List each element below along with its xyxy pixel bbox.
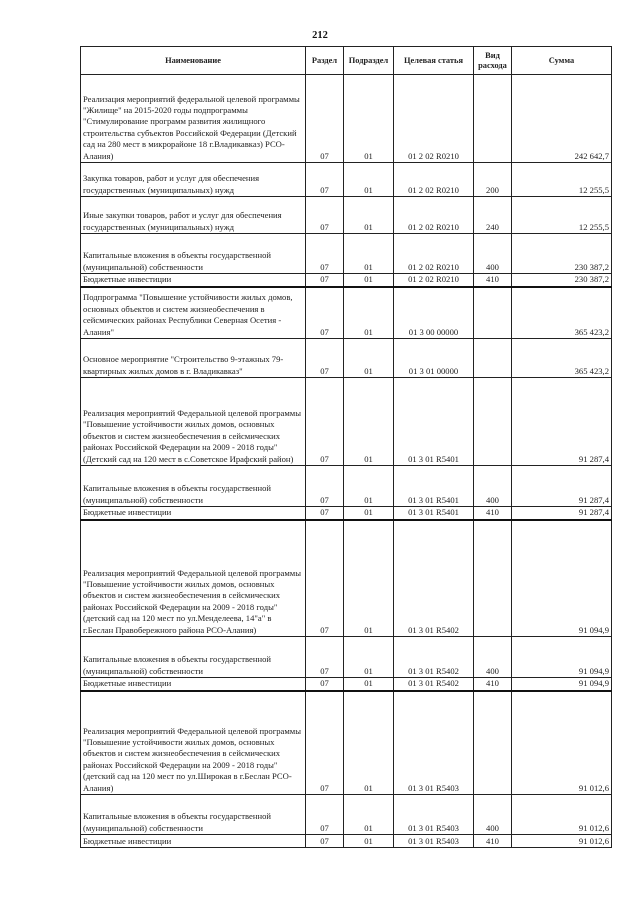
row-subsection: 01 (344, 637, 394, 678)
header-section: Раздел (306, 47, 344, 75)
row-subsection: 01 (344, 678, 394, 691)
row-amount: 91 012,6 (512, 691, 612, 795)
row-amount: 242 642,7 (512, 75, 612, 163)
table-row (81, 835, 612, 848)
table-row (81, 287, 612, 339)
row-name: Бюджетные инвестиции (81, 835, 306, 848)
page-number: 212 (312, 30, 328, 41)
row-subsection: 01 (344, 466, 394, 507)
row-name: Закупка товаров, работ и услуг для обеспечения государственных (муниципальных) нужд (81, 163, 306, 197)
row-amount: 91 094,9 (512, 637, 612, 678)
row-subsection: 01 (344, 339, 394, 378)
row-name: Бюджетные инвестиции (81, 678, 306, 691)
row-subsection: 01 (344, 274, 394, 287)
row-target: 01 3 00 00000 (394, 287, 474, 339)
row-section: 07 (306, 274, 344, 287)
row-target: 01 2 02 R0210 (394, 274, 474, 287)
header-amount: Сумма (512, 47, 612, 75)
header-target: Целевая статья (394, 47, 474, 75)
row-amount: 91 094,9 (512, 678, 612, 691)
header-subsection: Подраздел (344, 47, 394, 75)
table-row (81, 466, 612, 507)
row-target: 01 3 01 R5403 (394, 795, 474, 835)
row-subsection: 01 (344, 507, 394, 520)
row-section: 07 (306, 637, 344, 678)
row-expense-type: 410 (474, 835, 512, 848)
row-subsection: 01 (344, 795, 394, 835)
table-row (81, 507, 612, 520)
row-target: 01 3 01 R5403 (394, 691, 474, 795)
row-target: 01 3 01 R5403 (394, 835, 474, 848)
row-name: Реализация мероприятий Федеральной целевой программы "Повышение устойчивости жилых домов, основных объектов и систем жизнеобеспечения в сейсмических районах Российской Федерации на 2009 - 2018 годы" (Детский сад на 120 мест в с.Советское Ирафский район) (81, 378, 306, 466)
row-subsection: 01 (344, 287, 394, 339)
table-row (81, 378, 612, 466)
row-section: 07 (306, 197, 344, 234)
table-row (81, 75, 612, 163)
row-name: Капитальные вложения в объекты государственной (муниципальной) собственности (81, 795, 306, 835)
row-name: Реализация мероприятий федеральной целевой программы "Жилище" на 2015-2020 годы подпрограммы "Стимулирование программ развития жилищного строительства субъектов Российской Федерации (Детский сад на 280 мест в микрорайоне 18 г.Владикавказ) РСО-Алания) (81, 75, 306, 163)
row-name: Основное мероприятие "Строительство 9-этажных 79-квартирных жилых домов в г. Владикавказ" (81, 339, 306, 378)
table-row (81, 795, 612, 835)
row-expense-type: 200 (474, 163, 512, 197)
row-expense-type: 400 (474, 234, 512, 274)
row-amount: 12 255,5 (512, 197, 612, 234)
row-amount: 230 387,2 (512, 274, 612, 287)
budget-table (80, 46, 612, 848)
row-expense-type: 410 (474, 274, 512, 287)
row-expense-type (474, 691, 512, 795)
row-section: 07 (306, 507, 344, 520)
row-name: Бюджетные инвестиции (81, 507, 306, 520)
row-name: Реализация мероприятий Федеральной целевой программы "Повышение устойчивости жилых домов, основных объектов и систем жизнеобеспечения в сейсмических районах Российской Федерации на 2009 - 2018 годы" (детский сад на 120 мест по ул.Широкая в г.Беслан РСО-Алания) (81, 691, 306, 795)
row-amount: 91 287,4 (512, 507, 612, 520)
table-row (81, 274, 612, 287)
row-target: 01 3 01 R5402 (394, 678, 474, 691)
row-section: 07 (306, 466, 344, 507)
row-target: 01 3 01 R5401 (394, 378, 474, 466)
row-section: 07 (306, 163, 344, 197)
table-header-row (81, 47, 612, 75)
row-expense-type (474, 75, 512, 163)
table-row (81, 197, 612, 234)
row-subsection: 01 (344, 691, 394, 795)
row-target: 01 2 02 R0210 (394, 163, 474, 197)
row-name: Капитальные вложения в объекты государственной (муниципальной) собственности (81, 637, 306, 678)
row-expense-type: 400 (474, 637, 512, 678)
row-amount: 91 287,4 (512, 466, 612, 507)
table-row (81, 520, 612, 637)
row-target: 01 3 01 R5402 (394, 520, 474, 637)
row-name: Реализация мероприятий Федеральной целевой программы "Повышение устойчивости жилых домов, основных объектов и систем жизнеобеспечения в сейсмических районах Российской Федерации на 2009 - 2018 годы" (детский сад на 120 мест по ул.Менделеева, 14"а" в г.Беслан Правобережного района РСО-Алания) (81, 520, 306, 637)
row-subsection: 01 (344, 197, 394, 234)
row-amount: 91 012,6 (512, 795, 612, 835)
row-target: 01 2 02 R0210 (394, 234, 474, 274)
table-row (81, 691, 612, 795)
row-amount: 91 287,4 (512, 378, 612, 466)
row-expense-type: 240 (474, 197, 512, 234)
row-name: Подпрограмма "Повышение устойчивости жилых домов, основных объектов и систем жизнеобеспечения в сейсмических районах Республики Северная Осетия - Алания" (81, 287, 306, 339)
row-section: 07 (306, 339, 344, 378)
row-section: 07 (306, 520, 344, 637)
row-target: 01 3 01 R5401 (394, 507, 474, 520)
row-expense-type (474, 287, 512, 339)
row-expense-type (474, 378, 512, 466)
row-target: 01 2 02 R0210 (394, 197, 474, 234)
row-expense-type (474, 339, 512, 378)
table-row (81, 678, 612, 691)
table-row (81, 339, 612, 378)
row-section: 07 (306, 234, 344, 274)
row-amount: 365 423,2 (512, 339, 612, 378)
row-section: 07 (306, 678, 344, 691)
row-subsection: 01 (344, 163, 394, 197)
row-subsection: 01 (344, 234, 394, 274)
table-row (81, 234, 612, 274)
table-row (81, 637, 612, 678)
row-subsection: 01 (344, 75, 394, 163)
row-name: Капитальные вложения в объекты государственной (муниципальной) собственности (81, 466, 306, 507)
row-expense-type: 410 (474, 507, 512, 520)
row-target: 01 3 01 R5401 (394, 466, 474, 507)
row-amount: 230 387,2 (512, 234, 612, 274)
row-amount: 91 012,6 (512, 835, 612, 848)
row-section: 07 (306, 75, 344, 163)
row-target: 01 2 02 R0210 (394, 75, 474, 163)
row-amount: 12 255,5 (512, 163, 612, 197)
row-section: 07 (306, 287, 344, 339)
row-section: 07 (306, 795, 344, 835)
row-section: 07 (306, 835, 344, 848)
row-expense-type (474, 520, 512, 637)
row-subsection: 01 (344, 835, 394, 848)
row-name: Капитальные вложения в объекты государственной (муниципальной) собственности (81, 234, 306, 274)
row-name: Иные закупки товаров, работ и услуг для обеспечения государственных (муниципальных) нужд (81, 197, 306, 234)
row-subsection: 01 (344, 378, 394, 466)
row-name: Бюджетные инвестиции (81, 274, 306, 287)
row-subsection: 01 (344, 520, 394, 637)
row-expense-type: 400 (474, 466, 512, 507)
header-name: Наименование (81, 47, 306, 75)
row-section: 07 (306, 378, 344, 466)
row-expense-type: 410 (474, 678, 512, 691)
row-target: 01 3 01 R5402 (394, 637, 474, 678)
header-expense-type: Вид расхода (474, 47, 512, 75)
row-expense-type: 400 (474, 795, 512, 835)
row-target: 01 3 01 00000 (394, 339, 474, 378)
table-row (81, 163, 612, 197)
row-amount: 365 423,2 (512, 287, 612, 339)
row-amount: 91 094,9 (512, 520, 612, 637)
row-section: 07 (306, 691, 344, 795)
